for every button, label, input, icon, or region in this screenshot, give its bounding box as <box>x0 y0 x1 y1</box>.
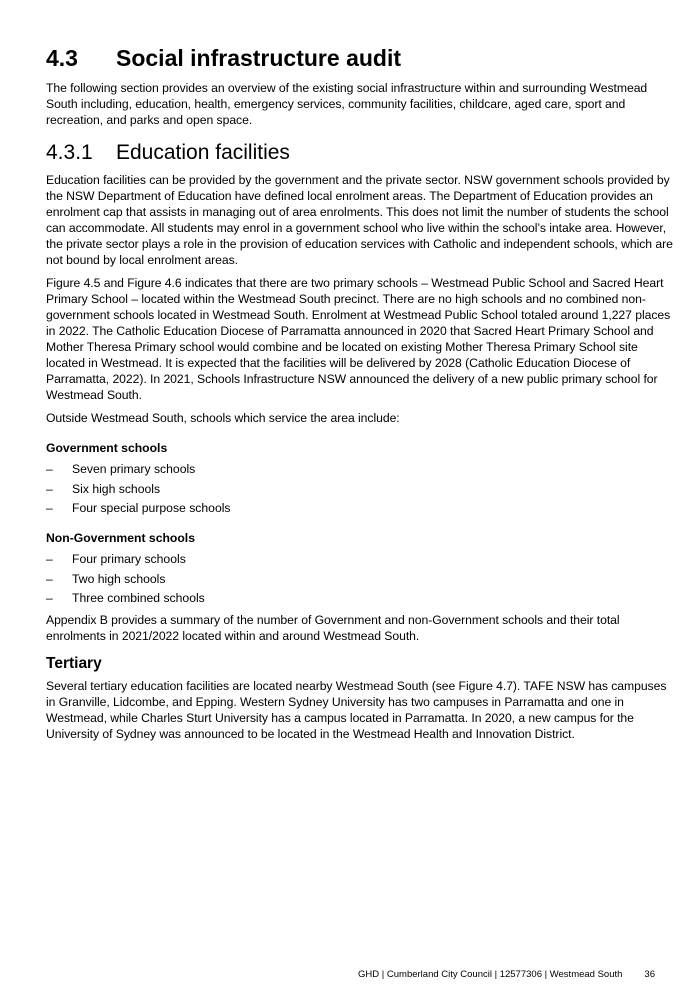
section-intro: The following section provides an overview of the existing social infrastructure within and surrounding Westmead South including, education, health, emergency services, community facilities, childcare, aged care, sport and recreation, and parks and open space. <box>46 81 648 127</box>
footer-text: GHD | Cumberland City Council | 12577306 | Westmead South <box>358 969 623 980</box>
subsection-title: Education facilities <box>116 141 290 164</box>
government-schools-heading: Government schools <box>46 441 168 455</box>
list-dash: – <box>46 462 53 476</box>
list-item-text: Four primary schools <box>72 552 186 566</box>
list-dash: – <box>46 571 53 586</box>
list-item-text: Four special purpose schools <box>72 501 231 515</box>
list-item-text: Two high schools <box>72 571 166 586</box>
list-item <box>46 571 676 587</box>
page-footer <box>358 969 655 981</box>
list-dash: – <box>46 501 53 515</box>
list-item <box>46 500 676 516</box>
page-number: 36 <box>644 969 655 980</box>
section-title: Social infrastructure audit <box>116 45 402 71</box>
non-government-schools-list <box>46 551 676 606</box>
list-item <box>46 461 676 477</box>
section-number: 4.3 <box>46 45 78 71</box>
list-item-text: Six high schools <box>72 481 161 496</box>
schools-paragraph: Figure 4.5 and Figure 4.6 indicates that there are two primary schools – Westmead Public School and Sacred Heart Primary School – located within the Westmead South precinct. There are no high schools and no combined non-government schools located in Westmead South. Enrolment at Westmead Public School totaled around 1,227 places in 2022. The Catholic Education Diocese of Parramatta announced in 2020 that Sacred Heart Primary School and Mother Theresa Primary school would combine and be located on existing Mother Theresa Primary School site located in Westmead. It is expected that the facilities will be delivered by 2028 (Catholic Education Diocese of Parramatta, 2022). In 2021, Schools Infrastructure NSW announced the delivery of a new public primary school for Westmead South. <box>46 276 671 402</box>
list-item-text: Three combined schools <box>72 591 205 605</box>
document-page <box>46 44 676 749</box>
list-item <box>46 551 676 567</box>
non-government-schools-heading: Non-Government schools <box>46 531 195 545</box>
list-item <box>46 590 676 606</box>
list-item-text: Seven primary schools <box>72 462 196 476</box>
government-schools-list <box>46 461 676 516</box>
subsection-heading <box>46 140 676 166</box>
appendix-note: Appendix B provides a summary of the number of Government and non-Government schools and their total enrolments in 2021/2022 located within and around Westmead South. <box>46 613 620 643</box>
tertiary-heading: Tertiary <box>46 655 102 672</box>
list-item <box>46 481 676 497</box>
list-dash: – <box>46 591 53 605</box>
education-paragraph: Education facilities can be provided by the government and the private sector. NSW government schools provided by the NSW Department of Education have defined local enrolment areas. The Department of Education provides an enrolment cap that assists in managing out of area enrolments. This does not limit the number of students the school can accommodate. All students may enrol in a government school who live within the school’s intake area. However, the private sector plays a role in the provision of education services with Catholic and independent schools, which are not bound by local enrolment areas. <box>46 173 673 267</box>
list-dash: – <box>46 552 53 566</box>
outside-paragraph: Outside Westmead South, schools which service the area include: <box>46 411 400 425</box>
section-heading <box>46 44 676 72</box>
subsection-number: 4.3.1 <box>46 141 93 164</box>
list-dash: – <box>46 481 53 496</box>
tertiary-paragraph: Several tertiary education facilities are located nearby Westmead South (see Figure 4.7). TAFE NSW has campuses in Granville, Lidcombe, and Epping. Western Sydney University has two campuses in Parramatta and one in Westmead, while Charles Sturt University has a campus located in Parramatta. In 2020, a new campus for the University of Sydney was announced to be located in the Westmead Health and Innovation District. <box>46 679 667 741</box>
